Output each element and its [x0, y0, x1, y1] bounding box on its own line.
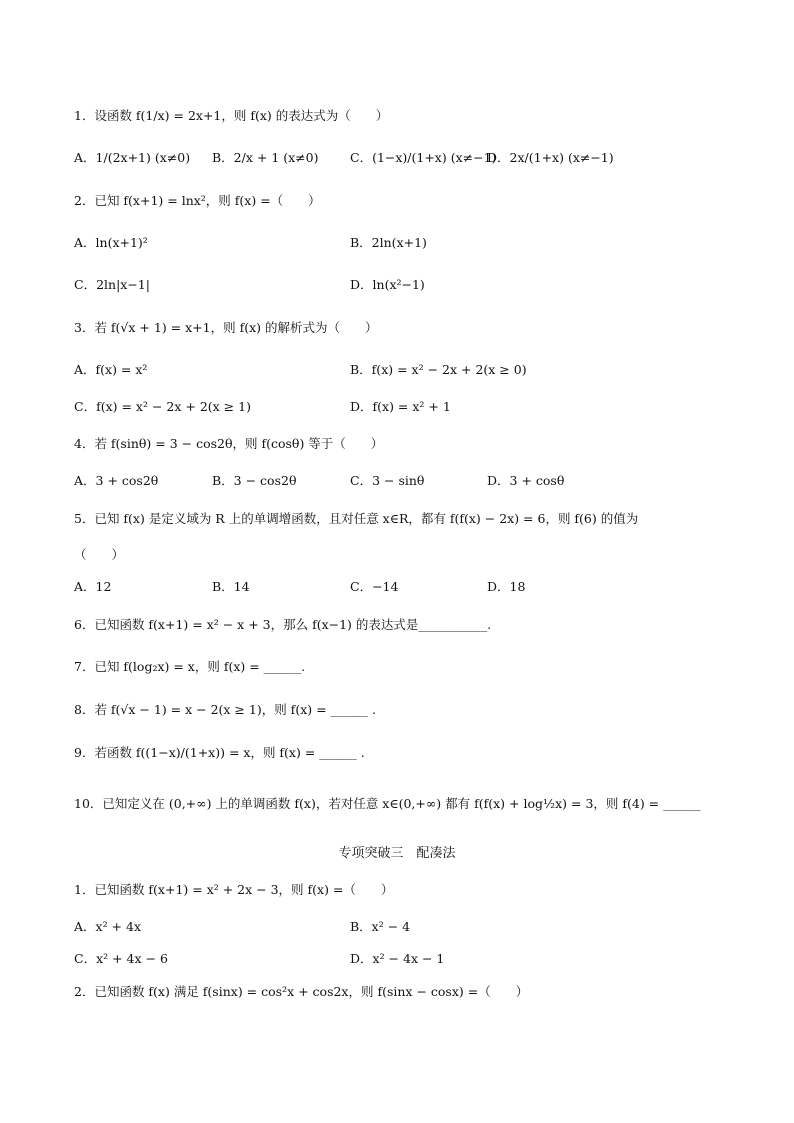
problem-3-option-d: D．f(x) = x² + 1 — [350, 399, 451, 414]
problem-2-option-a: A．ln(x+1)² — [74, 235, 148, 250]
problem-5-stem-continued: （ ） — [74, 547, 125, 562]
section-title: 专项突破三 配凑法 — [338, 846, 456, 861]
problem-3-stem: 3．若 f(√x + 1) = x+1，则 f(x) 的解析式为（ ） — [74, 320, 378, 335]
problem-1-option-a: A．1/(2x+1) (x≠0) — [74, 150, 191, 165]
problem-4-option-b: B．3 − cos2θ — [212, 473, 297, 488]
section-problem-1-stem: 1．已知函数 f(x+1) = x² + 2x − 3，则 f(x) =（ ） — [74, 882, 394, 897]
problem-5-option-c: C．−14 — [350, 579, 399, 594]
problem-10-stem: 10．已知定义在 (0,+∞) 上的单调函数 f(x)，若对任意 x∈(0,+∞) 都有 f(f(x) + log½x) = 3，则 f(4) = ______ — [74, 796, 701, 811]
problem-1-option-b: B．2/x + 1 (x≠0) — [212, 150, 319, 165]
problem-3-option-a: A．f(x) = x² — [74, 362, 148, 377]
problem-4-option-d: D．3 + cosθ — [487, 473, 565, 488]
problem-2-option-d: D．ln(x²−1) — [350, 277, 425, 292]
problem-5-option-a: A．12 — [74, 579, 112, 594]
problem-9-stem: 9．若函数 f((1−x)/(1+x)) = x，则 f(x) = ______ . — [74, 745, 365, 760]
problem-3-option-b: B．f(x) = x² − 2x + 2(x ≥ 0) — [350, 362, 527, 377]
section-problem-1-option-c: C．x² + 4x − 6 — [74, 951, 168, 966]
problem-5-option-b: B．14 — [212, 579, 250, 594]
problem-4-option-a: A．3 + cos2θ — [74, 473, 159, 488]
problem-6-stem: 6．已知函数 f(x+1) = x² − x + 3，那么 f(x−1) 的表达式是___________. — [74, 617, 492, 632]
problem-7-stem: 7．已知 f(log₂x) = x，则 f(x) = ______. — [74, 659, 306, 674]
problem-5-option-d: D．18 — [487, 579, 526, 594]
problem-8-stem: 8．若 f(√x − 1) = x − 2(x ≥ 1)，则 f(x) = ______ . — [74, 702, 376, 717]
problem-1-stem: 1．设函数 f(1/x) = 2x+1，则 f(x) 的表达式为（ ） — [74, 108, 389, 123]
problem-2-option-b: B．2ln(x+1) — [350, 235, 427, 250]
problem-2-option-c: C．2ln|x−1| — [74, 277, 150, 292]
problem-5-stem: 5．已知 f(x) 是定义域为 R 上的单调增函数，且对任意 x∈R，都有 f(f(x) − 2x) = 6，则 f(6) 的值为 — [74, 511, 639, 526]
problem-1-option-c: C．(1−x)/(1+x) (x≠−1) — [350, 150, 497, 165]
problem-1-option-d: D．2x/(1+x) (x≠−1) — [487, 150, 614, 165]
problem-4-option-c: C．3 − sinθ — [350, 473, 425, 488]
problem-2-stem: 2．已知 f(x+1) = lnx²，则 f(x) =（ ） — [74, 193, 321, 208]
section-problem-1-option-a: A．x² + 4x — [74, 919, 142, 934]
section-problem-1-option-b: B．x² − 4 — [350, 919, 411, 934]
section-problem-2-stem: 2．已知函数 f(x) 满足 f(sinx) = cos²x + cos2x，则 f(sinx − cosx) =（ ） — [74, 984, 529, 999]
section-problem-1-option-d: D．x² − 4x − 1 — [350, 951, 445, 966]
problem-4-stem: 4．若 f(sinθ) = 3 − cos2θ，则 f(cosθ) 等于（ ） — [74, 436, 384, 451]
problem-3-option-c: C．f(x) = x² − 2x + 2(x ≥ 1) — [74, 399, 251, 414]
